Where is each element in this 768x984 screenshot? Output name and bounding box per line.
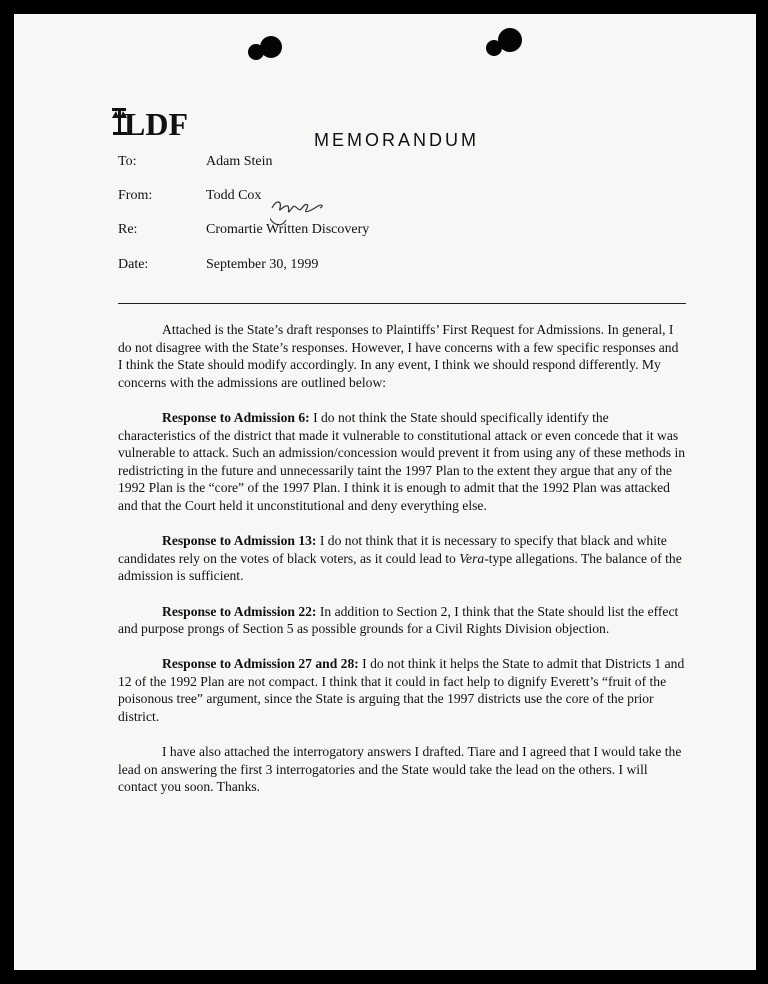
paragraph-admission-6: Response to Admission 6: I do not think the State should specifically identify the characteristics of the district that made it vulnerable to constitutional attack or even concede that it was vulnerable to attack. Such an admission/concession would prevent it from using any of these methods in redistricting in the future and unnecessarily taint the 1997 Plan to the extent they argue that any of the 1992 Plan is the “core” of the 1997 Plan. I think it is enough to admit that the 1992 Plan was attacked and that the Court held it unconstitutional and deny everything else.	[118, 409, 686, 513]
heading-admission-27-28: Response to Admission 27 and 28:	[162, 656, 359, 672]
to-value: Adam Stein	[206, 154, 273, 169]
to-label: To:	[118, 154, 137, 169]
document-page	[14, 14, 756, 970]
re-value: Cromartie Written Discovery	[206, 222, 370, 237]
memo-title: MEMORANDUM	[314, 130, 479, 150]
paragraph-closing: I have also attached the interrogatory answers I drafted. Tiare and I agreed that I would take the lead on answering the first 3 interrogatories and the State would take the lead on the others. I will contact you soon. Thanks.	[118, 744, 682, 795]
logo-text: LDF	[124, 106, 188, 142]
re-label: Re:	[118, 222, 138, 237]
heading-admission-6: Response to Admission 6:	[162, 409, 310, 425]
ldf-logo	[110, 104, 202, 146]
date-value: September 30, 1999	[206, 257, 319, 272]
header-divider	[118, 303, 686, 304]
paragraph-intro: Attached is the State’s draft responses to Plaintiffs’ First Request for Admissions. In general, I do not disagree with the State’s responses. However, I have concerns with a few specific responses and I think the State should modify accordingly. In any event, I think we should respond differently. My concerns with the admissions are outlined below:	[118, 322, 679, 390]
from-label: From:	[118, 188, 153, 203]
memo-body	[118, 321, 686, 814]
heading-admission-22: Response to Admission 22:	[162, 603, 317, 619]
heading-admission-13: Response to Admission 13:	[162, 533, 317, 549]
from-value: Todd Cox	[206, 188, 262, 203]
date-label: Date:	[118, 257, 149, 272]
paragraph-admission-22: Response to Admission 22: In addition to Section 2, I think that the State should list the effect and purpose prongs of Section 5 as possible grounds for a Civil Rights Division objection.	[118, 603, 679, 637]
paragraph-admission-13: Response to Admission 13: I do not think that it is necessary to specify that black and white candidates rely on the votes of black voters, as it could lead to Vera-type allegations. The balance of the admission is sufficient.	[118, 533, 682, 584]
paragraph-admission-27-28: Response to Admission 27 and 28: I do not think it helps the State to admit that Districts 1 and 12 of the 1992 Plan are not compact. I think that it could in fact help to dignify Everett’s “fruit of the poisonous tree” argument, since the State is arguing that the 1997 districts use the core of the prior district.	[118, 656, 685, 725]
